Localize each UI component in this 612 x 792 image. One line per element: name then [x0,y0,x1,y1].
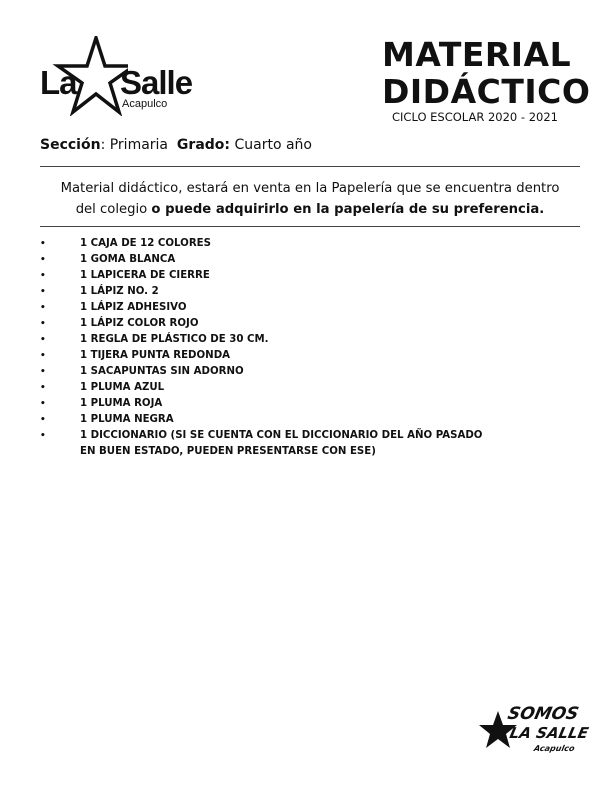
supply-item-text: 1 LÁPIZ NO. 2 [80,286,159,297]
supply-item-text: 1 REGLA DE PLÁSTICO DE 30 CM. [80,334,269,345]
supply-item [36,284,516,300]
logo-subtitle: Acapulco [122,98,168,110]
supply-item-text: 1 PLUMA NEGRA [80,414,174,425]
supply-list [36,236,516,460]
section-value: : Primaria [100,137,169,153]
somos-text: SOMOS [505,704,581,724]
supply-item [36,268,516,284]
sales-notice [40,178,580,220]
supply-item-text: 1 LÁPIZ ADHESIVO [80,302,187,313]
supply-item-text: EN BUEN ESTADO, PUEDEN PRESENTARSE CON ESE) [80,446,376,457]
school-cycle: CICLO ESCOLAR 2020 - 2021 [392,110,558,124]
la-salle-text: LA SALLE [508,724,591,742]
bullet-icon: • [40,399,46,409]
title-line-1: MATERIAL [382,35,572,74]
somos-la-salle-logo [478,700,591,770]
bullet-icon: • [40,255,46,265]
notice-line-2-bold: o puede adquirirlo en la papelería de su preferencia. [151,202,545,217]
supply-item-text: 1 PLUMA ROJA [80,398,163,409]
supply-item [36,380,516,396]
document-title [382,35,591,124]
notice-line-2-plain: del colegio [75,202,152,217]
bullet-icon: • [40,351,46,361]
supply-item [36,396,516,412]
bullet-icon: • [40,367,46,377]
grade-value: Cuarto año [234,137,312,153]
bullet-icon: • [40,383,46,393]
bullet-icon: • [40,239,46,249]
acapulco-text: Acapulco [533,744,576,753]
supply-item [36,364,516,380]
section-grade-line [40,137,312,153]
supply-item-text: 1 GOMA BLANCA [80,254,176,265]
divider-bottom [40,226,580,227]
supply-item [36,348,516,364]
notice-line-1: Material didáctico, estará en venta en la Papelería que se encuentra dentro [60,181,560,196]
divider-top [40,166,580,167]
supply-item-text: 1 DICCIONARIO (SI SE CUENTA CON EL DICCIONARIO DEL AÑO PASADO [80,430,483,441]
supply-item-text: 1 CAJA DE 12 COLORES [80,238,211,249]
logo-word-la: La [40,64,77,101]
logo-word-salle: Salle [120,64,193,101]
bullet-icon: • [40,415,46,425]
notice-line-2 [40,199,580,220]
supply-item [36,412,516,428]
bullet-icon: • [40,431,46,441]
supply-item [36,316,516,332]
supply-item [36,236,516,252]
bullet-icon: • [40,303,46,313]
supply-item-text: 1 PLUMA AZUL [80,382,165,393]
title-line-2: DIDÁCTICO [382,72,591,111]
supply-item-text: 1 TIJERA PUNTA REDONDA [80,350,231,361]
grade-label: Grado: [176,137,231,153]
supply-item-text: 1 SACAPUNTAS SIN ADORNO [80,366,244,377]
supply-item [36,332,516,348]
supply-item [36,444,516,460]
la-salle-logo [38,36,198,116]
bullet-icon: • [40,287,46,297]
supply-item [36,252,516,268]
supply-item [36,300,516,316]
supply-item-text: 1 LAPICERA DE CIERRE [80,270,210,281]
bullet-icon: • [40,271,46,281]
bullet-icon: • [40,319,46,329]
supply-item-text: 1 LÁPIZ COLOR ROJO [80,318,199,329]
bullet-icon: • [40,335,46,345]
section-label: Sección [40,137,101,153]
supply-item [36,428,516,444]
